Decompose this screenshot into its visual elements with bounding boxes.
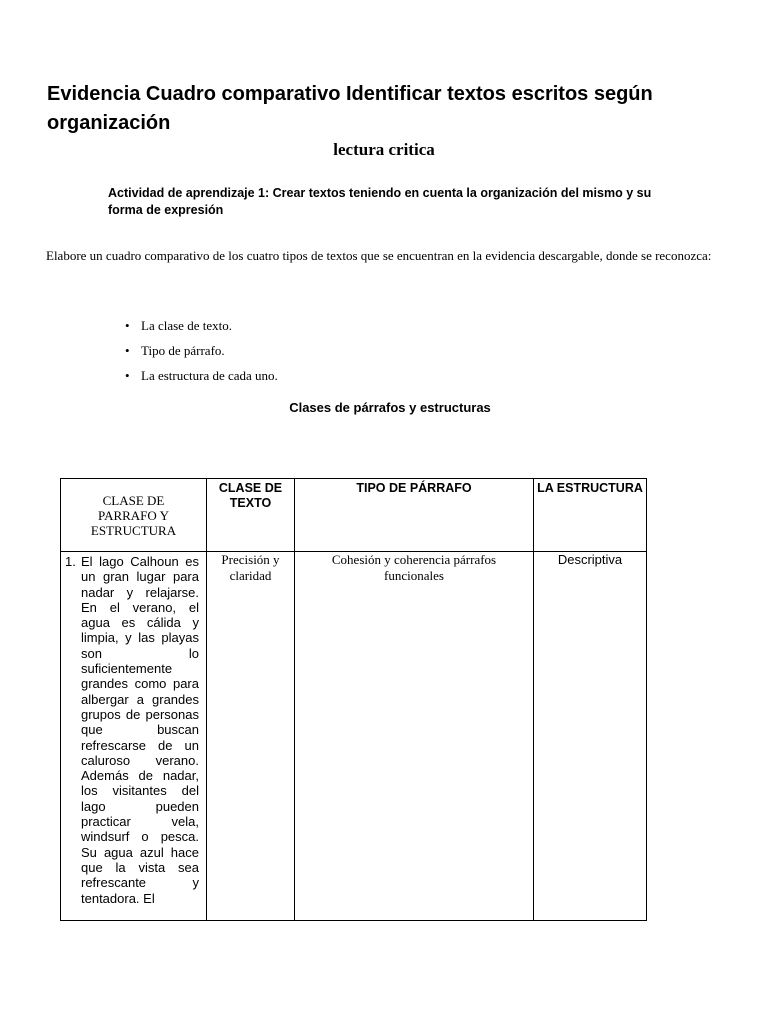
section-title: Clases de párrafos y estructuras	[289, 400, 491, 415]
cell-paragraph	[61, 552, 207, 921]
text-class-value: Precisión y claridad	[221, 552, 280, 583]
header-cell-text-class: CLASE DE TEXTO	[207, 479, 295, 552]
list-item: • Tipo de párrafo.	[105, 341, 278, 366]
header-cell-paragraph-class	[61, 479, 207, 552]
intro-paragraph: Elabore un cuadro comparativo de los cuatro tipos de textos que se encuentran en la evidencia descargable, donde se reconozca:	[46, 248, 712, 263]
activity-heading: Actividad de aprendizaje 1: Crear textos teniendo en cuenta la organización del mismo y su forma de expresión	[108, 186, 652, 217]
table-header-row	[61, 479, 647, 552]
paragraph-text: 1. El lago Calhoun es un gran lugar para nadar y relajarse. En el verano, el agua es cálida y limpia, y las playas son lo suficientemente grandes como para albergar a grandes grupos de personas que buscan refrescarse de un caluroso verano. Además de nadar, los visitantes del lago pueden practicar vela, windsurf o pesca. Su agua azul hace que la vista sea refrescante y tentadora. El	[61, 552, 206, 906]
table-row	[61, 552, 647, 921]
paragraph-type-value: Cohesión y coherencia párrafos funcionales	[331, 552, 497, 583]
cell-paragraph-type	[295, 552, 534, 921]
cell-text-class	[207, 552, 295, 921]
comparison-table	[60, 478, 647, 921]
header-label: CLASE DE PARRAFO Y ESTRUCTURA	[90, 492, 177, 538]
list-item: • La clase de texto.	[105, 316, 278, 341]
header-cell-structure: LA ESTRUCTURA	[534, 479, 647, 552]
cell-structure	[534, 552, 647, 921]
document-title: Evidencia Cuadro comparativo Identificar textos escritos según organización	[47, 83, 653, 134]
requirements-list	[105, 316, 278, 391]
list-item: • La estructura de cada uno.	[105, 366, 278, 391]
header-cell-paragraph-type: TIPO DE PÁRRAFO	[295, 479, 534, 552]
structure-value: Descriptiva	[557, 552, 623, 567]
document-subtitle: lectura critica	[333, 140, 435, 159]
